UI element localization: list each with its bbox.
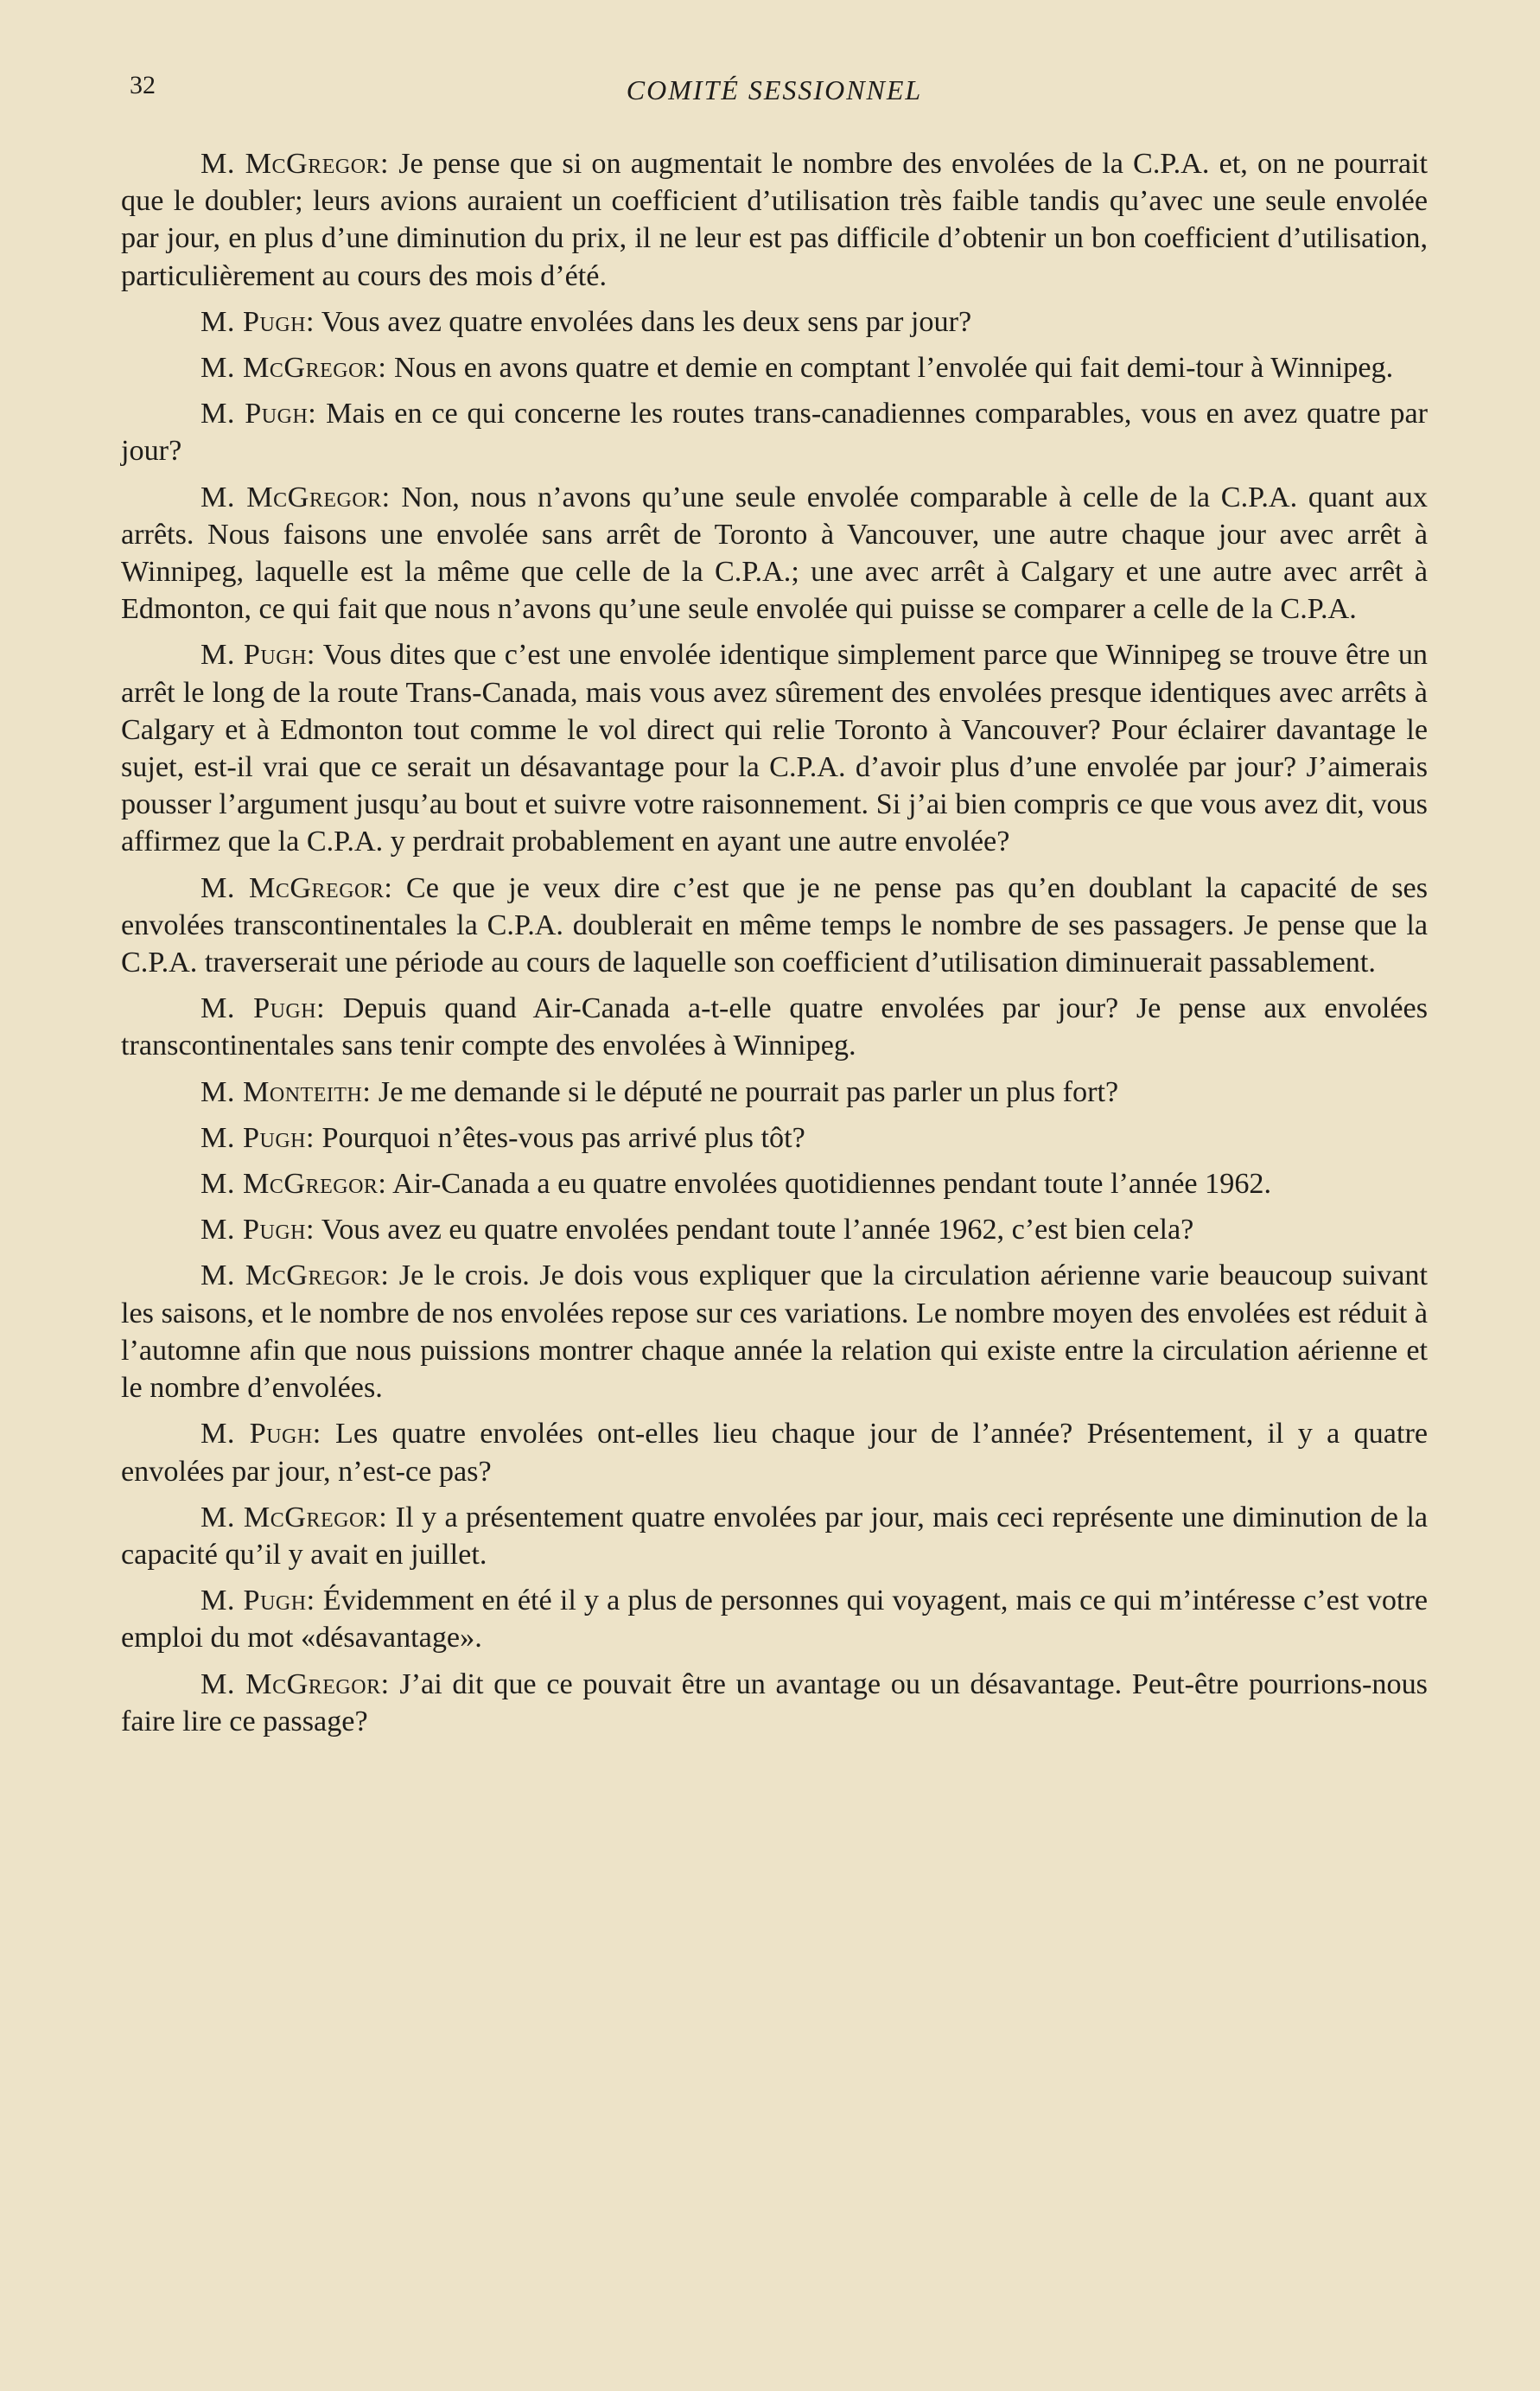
transcript-paragraph	[121, 1165, 1428, 1202]
speech-text: Non, nous n’avons qu’une seule envolée comparable à celle de la C.P.A. quant aux arrêts. Nous faisons une envolée sans arrêt de Toronto à Vancouver, une autre chaque jour avec arrêt à Winnipeg, laquelle est la même que celle de la C.P.A.; une avec arrêt à Calgary et une autre avec arrêt à Edmonton, ce qui fait que nous n’avons qu’une seule envolée qui puisse se comparer a celle de la C.P.A.	[121, 481, 1428, 626]
speech-text: Vous dites que c’est une envolée identique simplement parce que Winnipeg se trouve être un arrêt le long de la route Trans-Canada, mais vous avez sûrement des envolées presque identiques avec arrêts à Calgary et à Edmonton tout comme le vol direct qui relie Toronto à Vancouver? Pour éclairer davantage le sujet, est-il vrai que ce serait un désavantage pour la C.P.A. d’avoir plus d’une envolée par jour? J’aimerais pousser l’argument jusqu’au bout et suivre votre raisonnement. Si j’ai bien compris ce que vous avez dit, vous affirmez que la C.P.A. y perdrait probablement en ayant une autre envolée?	[121, 639, 1429, 858]
speech-text: Il y a présentement quatre envolées par jour, mais ceci représente une diminution de la capacité qu’il y avait en juillet.	[121, 1501, 1428, 1571]
transcript-paragraph	[121, 990, 1428, 1064]
transcript-paragraph	[121, 636, 1428, 860]
speech-text: Mais en ce qui concerne les routes trans-canadiennes comparables, vous en avez quatre par jour?	[121, 398, 1428, 468]
speech-text: Je le crois. Je dois vous expliquer que la circulation aérienne varie beaucoup suivant les saisons, et le nombre de nos envolées repose sur ces variations. Le nombre moyen des envolées est réduit à l’automne afin que nous puissions montrer chaque année la relation qui existe entre la circulation aérienne et le nombre d’envolées.	[121, 1259, 1428, 1405]
speaker-name: M. McGregor:	[200, 481, 391, 513]
speaker-name: M. McGregor:	[200, 148, 390, 180]
speaker-name: M. Pugh:	[200, 1418, 321, 1451]
transcript-paragraph	[121, 303, 1428, 341]
transcript-paragraph	[121, 349, 1428, 386]
transcript-paragraph	[121, 1499, 1428, 1573]
running-head: COMITÉ SESSIONNEL	[626, 74, 923, 105]
transcript-paragraph	[121, 145, 1428, 295]
speech-text: Air-Canada a eu quatre envolées quotidiennes pendant toute l’année 1962.	[386, 1168, 1272, 1201]
transcript-paragraph	[121, 1119, 1428, 1157]
speech-text: Pourquoi n’êtes-vous pas arrivé plus tôt?	[315, 1121, 805, 1154]
speech-text: Je pense que si on augmentait le nombre des envolées de la C.P.A. et, on ne pourrait que le doubler; leurs avions auraient un coefficient d’utilisation très faible tandis qu’avec une seule envolée par jour, en plus d’une diminution du prix, il ne leur est pas difficile d’obtenir un bon coefficient d’utilisation, particulièrement au cours des mois d’été.	[121, 148, 1428, 292]
transcript-paragraph	[121, 479, 1428, 628]
speaker-name: M. Pugh:	[200, 639, 315, 672]
speech-text: Les quatre envolées ont-elles lieu chaque jour de l’année? Présentement, il y a quatre envolées par jour, n’est-ce pas?	[121, 1418, 1429, 1488]
speaker-name: M. McGregor:	[200, 1501, 388, 1533]
speech-text: Évidemment en été il y a plus de personnes qui voyagent, mais ce qui m’intéresse c’est votre emploi du mot «désavantage».	[121, 1584, 1429, 1655]
speech-text: Vous avez eu quatre envolées pendant toute l’année 1962, c’est bien cela?	[315, 1214, 1194, 1247]
speaker-name: M. McGregor:	[200, 871, 393, 904]
transcript-paragraph	[121, 1211, 1428, 1248]
speaker-name: M. Pugh:	[200, 1584, 315, 1617]
transcript-paragraph	[121, 1257, 1428, 1406]
speaker-name: M. McGregor:	[200, 1667, 390, 1700]
page-number: 32	[130, 71, 156, 99]
speech-text: J’ai dit que ce pouvait être un avantage ou un désavantage. Peut-être pourrions-nous faire lire ce passage?	[121, 1667, 1428, 1737]
transcript-paragraph	[121, 1074, 1428, 1111]
transcript-paragraph	[121, 395, 1428, 469]
speaker-name: M. Pugh:	[200, 1214, 315, 1247]
speaker-name: M. McGregor:	[200, 352, 387, 385]
speaker-name: M. McGregor:	[200, 1259, 390, 1292]
transcript-paragraph	[121, 870, 1428, 982]
speech-text: Ce que je veux dire c’est que je ne pense pas qu’en doublant la capacité de ses envolées transcontinentales la C.P.A. doublerait en même temps le nombre de ses passagers. Je pense que la C.P.A. traverserait une période au cours de laquelle son coefficient d’utilisation diminuerait passablement.	[121, 871, 1428, 979]
transcript-paragraph	[121, 1582, 1428, 1656]
speaker-name: M. Pugh:	[200, 398, 317, 430]
speech-text: Vous avez quatre envolées dans les deux sens par jour?	[315, 305, 972, 338]
speech-text: Nous en avons quatre et demie en comptant l’envolée qui fait demi-tour à Winnipeg.	[386, 352, 1394, 385]
page-header	[121, 52, 1428, 121]
speaker-name: M. Monteith:	[200, 1075, 372, 1108]
speech-text: Je me demande si le député ne pourrait pas parler un plus fort?	[371, 1075, 1119, 1108]
speech-text: Depuis quand Air-Canada a-t-elle quatre envolées par jour? Je pense aux envolées transcontinentales sans tenir compte des envolées à Winnipeg.	[121, 992, 1429, 1062]
speaker-name: M. McGregor:	[200, 1168, 387, 1201]
speaker-name: M. Pugh:	[200, 1121, 315, 1154]
transcript-body	[121, 145, 1428, 1740]
transcript-paragraph	[121, 1415, 1428, 1489]
transcript-paragraph	[121, 1666, 1428, 1740]
speaker-name: M. Pugh:	[200, 992, 326, 1025]
speaker-name: M. Pugh:	[200, 305, 315, 338]
